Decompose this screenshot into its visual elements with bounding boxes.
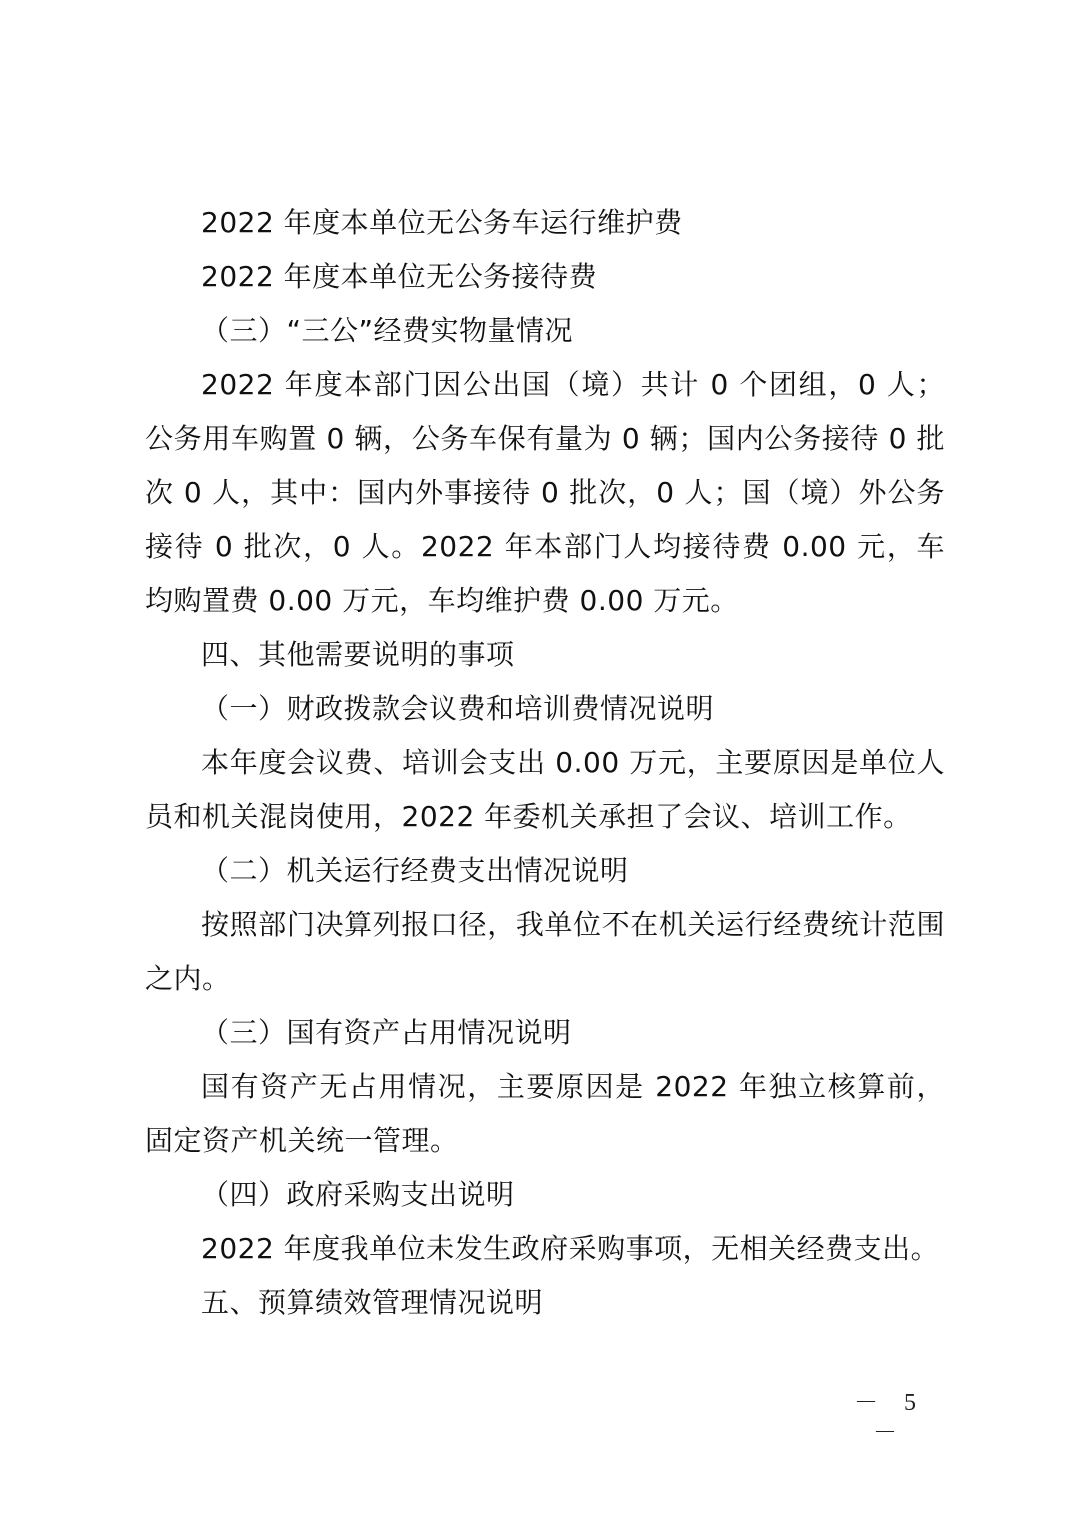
heading-performance-management: 五、预算绩效管理情况说明 — [201, 1286, 544, 1319]
heading-other-matters: 四、其他需要说明的事项 — [201, 638, 515, 671]
paragraph-reception-expense: 2022 年度本单位无公务接待费 — [201, 260, 598, 293]
heading-three-public-quantities: （三）“三公”经费实物量情况 — [201, 314, 574, 347]
paragraph-operating-expenses: 按照部门决算列报口径，我单位不在机关运行经费统计范围之内。 — [145, 908, 945, 995]
paragraph-state-assets: 国有资产无占用情况，主要原因是 2022 年独立核算前，固定资产机关统一管理。 — [145, 1070, 945, 1157]
heading-operating-expenses: （二）机关运行经费支出情况说明 — [201, 854, 629, 887]
paragraph-government-procurement: 2022 年度我单位未发生政府采购事项，无相关经费支出。 — [201, 1232, 940, 1265]
paragraph-meeting-training: 本年度会议费、培训会支出 0.00 万元，主要原因是单位人员和机关混岗使用，2022 年委机关承担了会议、培训工作。 — [145, 746, 945, 833]
document-body — [145, 196, 945, 1330]
heading-government-procurement: （四）政府采购支出说明 — [201, 1178, 515, 1211]
paragraph-three-public-details: 2022 年度本部门因公出国（境）共计 0 个团组，0 人；公务用车购置 0 辆，公务车保有量为 0 辆；国内公务接待 0 批次 0 人，其中：国内外事接待 0 批次，0 人；国（境）外公务接待 0 批次，0 人。2022 年本部门人均接待费 0.00 元，车均购置费 0.00 万元，车均维护费 0.00 万元。 — [145, 368, 945, 617]
heading-meeting-training: （一）财政拨款会议费和培训费情况说明 — [201, 692, 715, 725]
page-number: － 5 － — [854, 1390, 926, 1446]
heading-state-assets: （三）国有资产占用情况说明 — [201, 1016, 572, 1049]
paragraph-vehicle-maintenance: 2022 年度本单位无公务车运行维护费 — [201, 206, 683, 239]
